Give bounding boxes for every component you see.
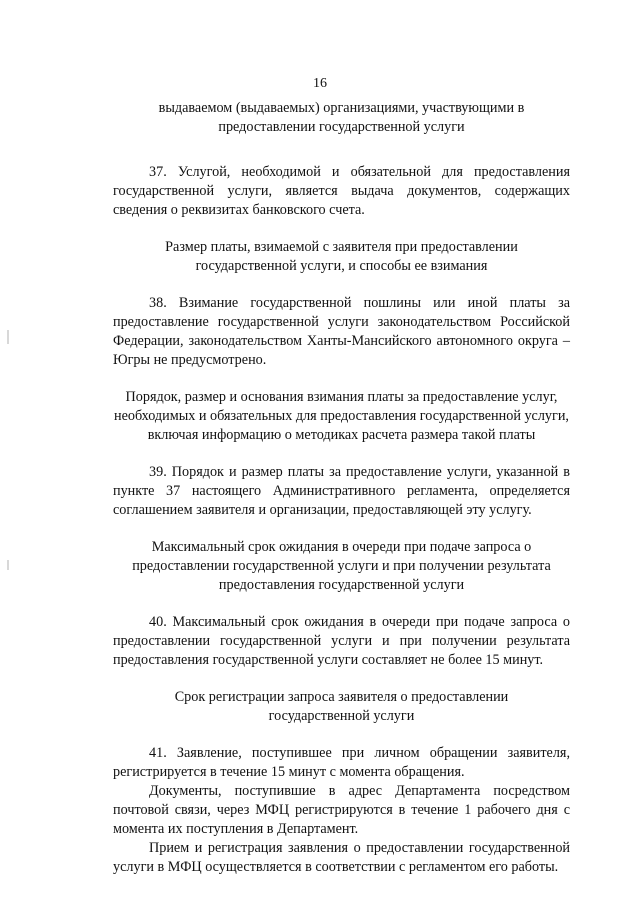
margin-mark (7, 330, 9, 344)
page-number: 16 (313, 76, 327, 91)
paragraph-41-reception: Прием и регистрация заявления о предоставлении государственной услуги в МФЦ осуществляется в соответствии с регламентом его работы. (113, 840, 570, 875)
paragraph-38: 38. Взимание государственной пошлины или иной платы за предоставление государственной услуги законодательством Российской Федерации, законодательством Ханты-Мансийского автономного округа – Югры не предусмотрено. (113, 295, 570, 368)
paragraph-39: 39. Порядок и размер платы за предоставление услуги, указанной в пункте 37 настоящего Административного регламента, определяется соглашением заявителя и организации, предоставляющей эту услугу. (113, 464, 570, 518)
section-heading-wait: Максимальный срок ожидания в очереди при подаче запроса о предоставлении государственной услуги и при получении результата предоставления государственной услуги (132, 539, 551, 593)
paragraph-41: 41. Заявление, поступившее при личном обращении заявителя, регистрируется в течение 15 минут с момента обращения. (113, 745, 570, 780)
section-heading-fee: Размер платы, взимаемой с заявителя при предоставлении государственной услуги, и способы ее взимания (165, 239, 518, 274)
document-body (113, 99, 570, 877)
continued-heading: выдаваемом (выдаваемых) организациями, участвующими в предоставлении государственной услуги (158, 100, 525, 135)
margin-mark (7, 560, 9, 570)
section-heading-registration: Срок регистрации запроса заявителя о предоставлении государственной услуги (174, 689, 509, 724)
paragraph-37: 37. Услугой, необходимой и обязательной для предоставления государственной услуги, является выдача документов, содержащих сведения о реквизитах банковского счета. (113, 164, 570, 218)
section-heading-order: Порядок, размер и основания взимания платы за предоставление услуг, необходимых и обязательных для предоставления государственной услуги, включая информацию о методиках расчета размера такой платы (114, 389, 569, 443)
paragraph-40: 40. Максимальный срок ожидания в очереди при подаче запроса о предоставлении государственной услуги и при получении результата предоставления государственной услуги составляет не более 15 минут. (113, 614, 570, 668)
paragraph-41-documents: Документы, поступившие в адрес Департамента посредством почтовой связи, через МФЦ регистрируются в течение 1 рабочего дня с момента их поступления в Департамент. (113, 783, 570, 837)
